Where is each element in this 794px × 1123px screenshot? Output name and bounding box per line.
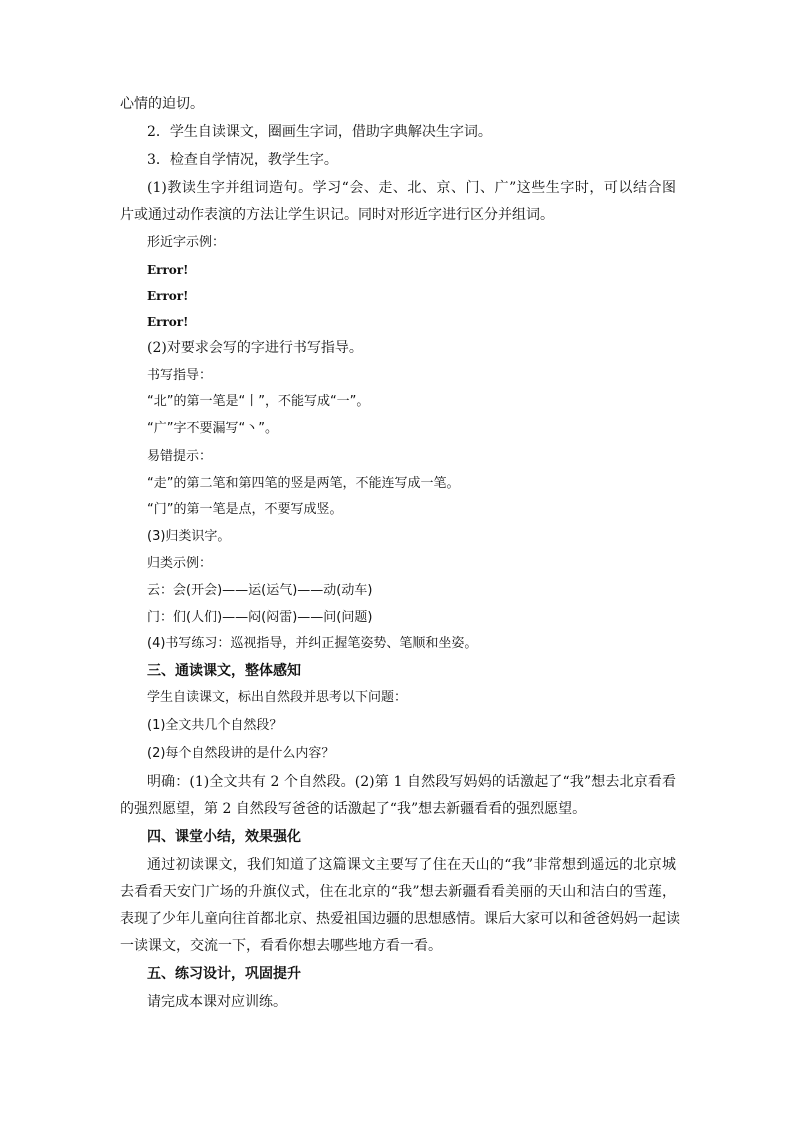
paragraph-line: 明确：(1)全文共有 2 个自然段。(2)第 1 自然段写妈妈的话激起了“我”想去北京看看 [147, 774, 676, 790]
text-line: “走”的第二笔和第四笔的竖是两笔，不能连写成一笔。 [147, 476, 460, 491]
text-line: 请完成本课对应训练。 [147, 994, 287, 1010]
section-heading: 五、练习设计，巩固提升 [147, 966, 301, 982]
text-line: (2)每个自然段讲的是什么内容？ [147, 746, 335, 761]
text-line: 云：会(开会)——运(运气)——动(动车) [147, 583, 373, 598]
error-text: Error! [147, 263, 189, 277]
section-heading: 四、课堂小结，效果强化 [147, 829, 301, 845]
paragraph-line: 的强烈愿望，第 2 自然段写爸爸的话激起了“我”想去新疆看看的强烈愿望。 [120, 801, 587, 817]
paragraph-line: 去看看天安门广场的升旗仪式，住在北京的“我”想去新疆看看美丽的天山和洁白的雪莲， [120, 884, 676, 900]
text-line: “广”字不要漏写“丶”。 [147, 421, 278, 436]
text-line: (4)书写练习：巡视指导，并纠正握笔姿势、笔顺和坐姿。 [147, 636, 478, 651]
section-label: 易错提示： [147, 449, 213, 464]
paragraph-line: 表现了少年儿童向往首都北京、热爱祖国边疆的思想感情。课后大家可以和爸爸妈妈一起读 [120, 911, 680, 927]
text-line: 3．检查自学情况，教学生字。 [147, 152, 338, 168]
text-line: (1)全文共几个自然段？ [147, 718, 283, 733]
paragraph-line: (1)教读生字并组词造句。学习“会、走、北、京、门、广”这些生字时，可以结合图 [147, 180, 676, 196]
text-line: 门：们(人们)——闷(闷雷)——问(问题) [147, 610, 373, 625]
error-text: Error! [147, 289, 189, 303]
text-line: “北”的第一笔是“丨”，不能写成“一”。 [147, 394, 370, 409]
text-line: (3)归类识字。 [147, 529, 231, 544]
section-label: 归类示例： [147, 556, 213, 571]
paragraph-line: 片或通过动作表演的方法让学生识记。同时对形近字进行区分并组词。 [120, 207, 554, 223]
section-label: 书写指导： [147, 368, 213, 383]
section-heading: 三、通读课文，整体感知 [147, 663, 301, 679]
text-line: “门”的第一笔是点，不要写成竖。 [147, 502, 343, 517]
example-label: 形近字示例： [147, 235, 226, 250]
text-line: 2．学生自读课文，圈画生字词，借助字典解决生字词。 [147, 124, 492, 140]
error-text: Error! [147, 315, 189, 329]
paragraph-line: 通过初读课文，我们知道了这篇课文主要写了住在天山的“我”非常想到遥远的北京城 [147, 857, 676, 873]
text-line: 学生自读课文，标出自然段并思考以下问题： [147, 690, 408, 705]
text-line: (2)对要求会写的字进行书写指导。 [147, 340, 363, 356]
paragraph-line: 一读课文，交流一下，看看你想去哪些地方看一看。 [120, 938, 442, 954]
text-line: 心情的迫切。 [120, 96, 204, 112]
